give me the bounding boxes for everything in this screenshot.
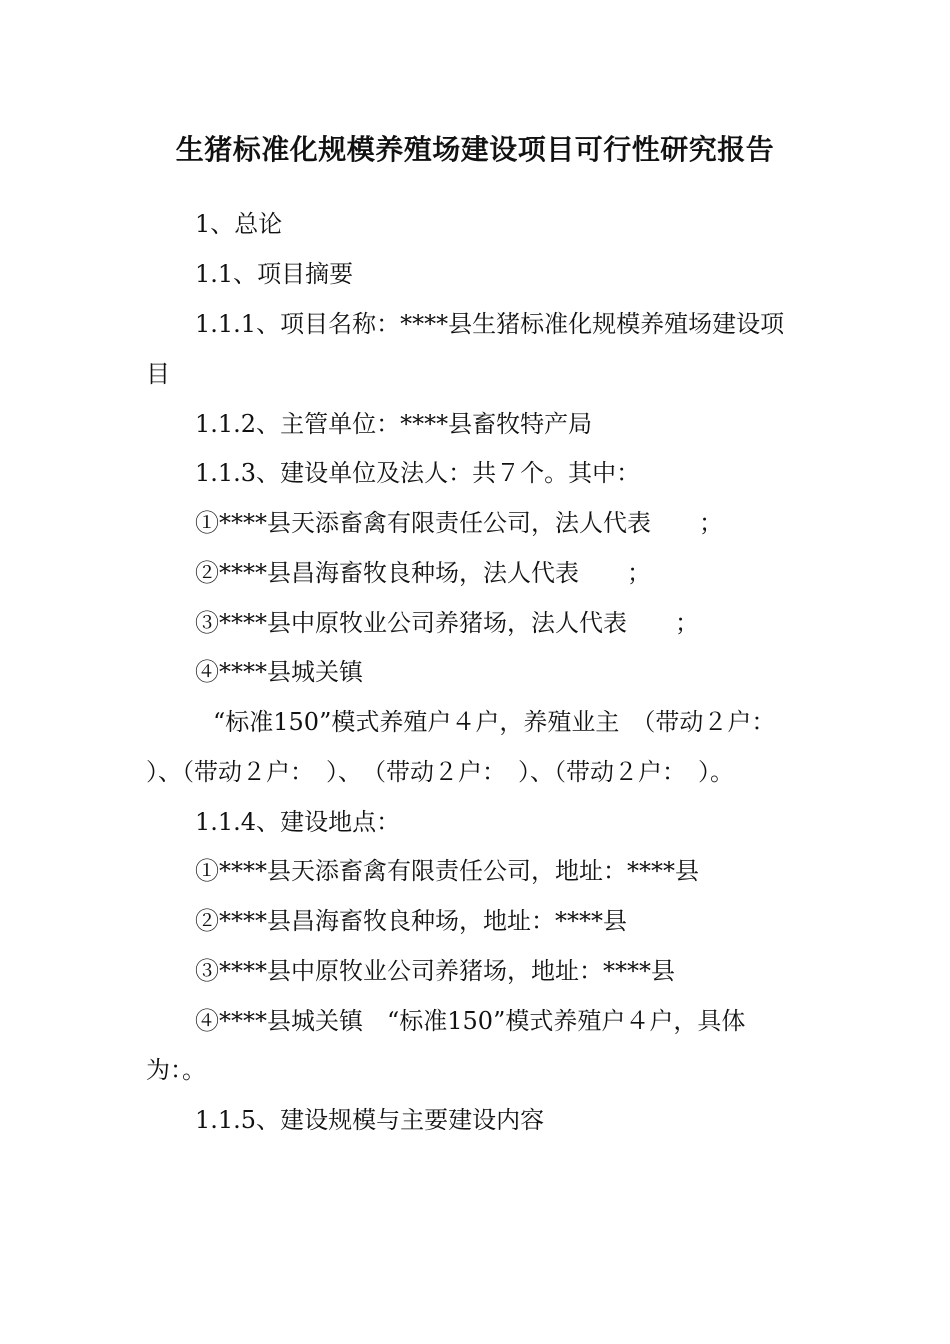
- list-item-location-4: ④****县城关镇 “标准150”模式养殖户４户，具体: [195, 1007, 746, 1035]
- list-item-unit-4: ④****县城关镇: [195, 658, 363, 686]
- paragraph-construction-units: 1.1.3、建设单位及法人：共７个。其中：: [195, 459, 641, 487]
- paragraph-project-name-cont: 目: [146, 360, 170, 388]
- paragraph-project-name: 1.1.1、项目名称：****县生猪标准化规模养殖场建设项: [195, 310, 785, 338]
- section-heading-location: 1.1.4、建设地点：: [195, 808, 401, 836]
- section-heading-1-1: 1.1、项目摘要: [195, 260, 354, 288]
- list-item-location-2: ②****县昌海畜牧良种场，地址：****县: [195, 907, 627, 935]
- section-heading-scale: 1.1.5、建设规模与主要建设内容: [195, 1106, 545, 1134]
- list-item-location-3: ③****县中原牧业公司养猪场，地址：****县: [195, 957, 675, 985]
- section-heading-1: 1、总论: [195, 210, 283, 238]
- list-item-unit-1: ①****县天添畜禽有限责任公司，法人代表 ；: [195, 509, 723, 537]
- list-item-unit-2: ②****县昌海畜牧良种场，法人代表 ；: [195, 559, 651, 587]
- paragraph-authority: 1.1.2、主管单位：****县畜牧特产局: [195, 410, 593, 438]
- list-item-location-4-cont: 为：。: [146, 1056, 206, 1084]
- list-item-location-1: ①****县天添畜禽有限责任公司，地址：****县: [195, 857, 699, 885]
- paragraph-standard-150: “标准150”模式养殖户４户，养殖业主 （带动２户：: [213, 708, 776, 736]
- paragraph-standard-150-cont: ）、（带动２户： ）、 （带动２户： ）、（带动２户： ）。: [146, 758, 734, 786]
- list-item-unit-3: ③****县中原牧业公司养猪场，法人代表 ；: [195, 609, 699, 637]
- document-title: 生猪标准化规模养殖场建设项目可行性研究报告: [175, 133, 775, 166]
